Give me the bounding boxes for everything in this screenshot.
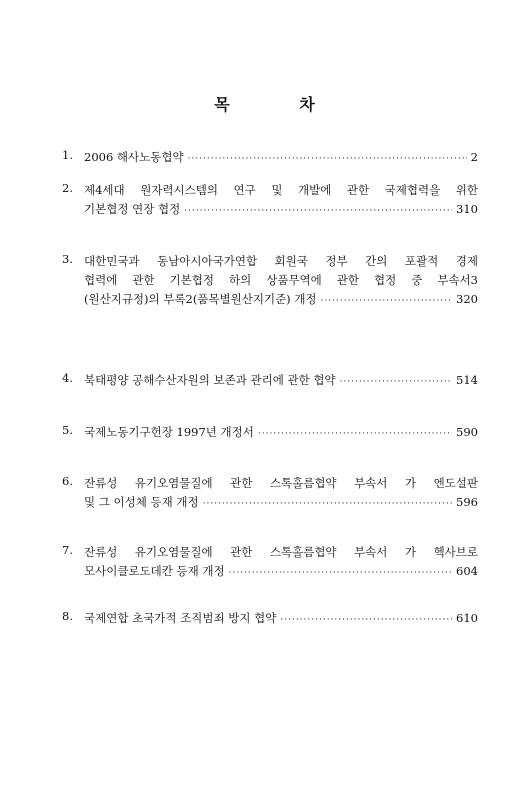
dot-leader [258, 425, 452, 442]
entry-title-line: 협력에 관한 기본협정 하의 상품무역에 관한 협정 중 부속서3 [84, 273, 478, 287]
entry-title: 국제노동기구헌장 1997년 개정서 [84, 425, 254, 439]
toc-entry[interactable] [62, 474, 478, 512]
entry-page: 590 [456, 425, 478, 439]
entry-title-line: 잔류성 유기오염물질에 관한 스톡홀름협약 부속서 가 헥사브로 [84, 545, 478, 559]
dot-leader [188, 150, 467, 167]
entry-page: 604 [456, 564, 478, 578]
entry-page: 610 [456, 611, 478, 625]
entry-number: 5. [62, 423, 73, 437]
entry-title-line: 대한민국과 동남아시아국가연합 회원국 정부 간의 포괄적 경제 [84, 254, 478, 268]
toc-entry[interactable] [62, 423, 478, 442]
entry-number: 8. [62, 609, 73, 623]
page-title: 목 차 [214, 95, 347, 114]
entry-number: 6. [62, 474, 73, 488]
entry-page: 2 [470, 150, 478, 164]
toc-entry[interactable] [62, 181, 478, 219]
toc-entry[interactable] [62, 543, 478, 581]
entry-number: 4. [62, 371, 73, 385]
entry-title: 북태평양 공해수산자원의 보존과 관리에 관한 협약 [84, 373, 336, 387]
entry-title-line: 잔류성 유기오염물질에 관한 스톡홀름협약 부속서 가 엔도설판 [84, 476, 478, 490]
entry-title: 2006 해사노동협약 [84, 150, 184, 164]
toc-entry[interactable] [62, 371, 478, 390]
entry-title: (원산지규정)의 부록2(품목별원산지기준) 개정 [84, 292, 317, 306]
entry-title: 모사이클로도데칸 등재 개정 [84, 564, 225, 578]
toc-entry[interactable] [62, 609, 478, 628]
entry-number: 2. [62, 181, 73, 195]
entry-page: 320 [456, 292, 478, 306]
toc-entry[interactable] [62, 252, 478, 309]
entry-number: 1. [62, 148, 73, 162]
entry-title: 및 그 이성체 등재 개정 [84, 495, 199, 509]
dot-leader [229, 564, 452, 581]
entry-title: 기본협정 연장 협정 [84, 202, 181, 216]
toc-entry[interactable] [62, 148, 478, 167]
dot-leader [203, 495, 452, 512]
entry-title-line: 제4세대 원자력시스템의 연구 및 개발에 관한 국제협력을 위한 [84, 183, 478, 197]
dot-leader [280, 611, 452, 628]
entry-page: 514 [456, 373, 478, 387]
entry-number: 7. [62, 543, 73, 557]
entry-page: 596 [456, 495, 478, 509]
dot-leader [321, 292, 453, 309]
entry-page: 310 [456, 202, 478, 216]
entry-number: 3. [62, 252, 73, 266]
dot-leader [340, 373, 452, 390]
dot-leader [184, 202, 452, 219]
entry-title: 국제연합 초국가적 조직범죄 방지 협약 [84, 611, 277, 625]
